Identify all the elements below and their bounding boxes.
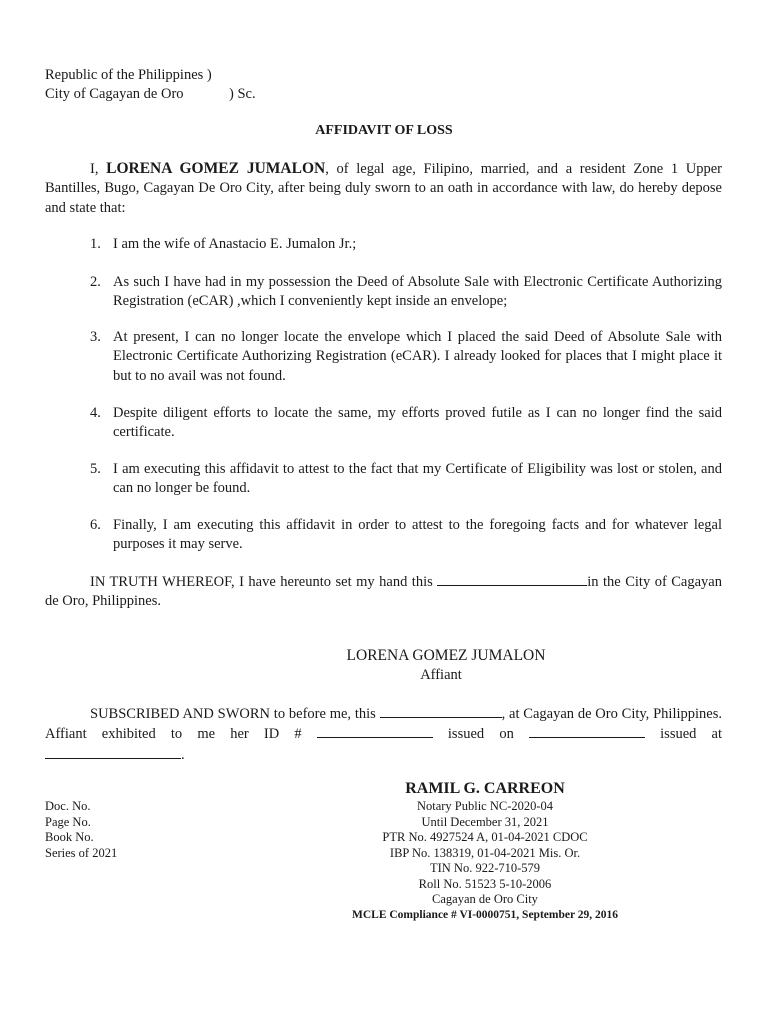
intro-paragraph [45,159,722,218]
page-no: Page No. [45,814,91,829]
sworn-part-4: issued at [644,726,723,743]
venue-sc: ) Sc. [229,86,256,102]
doc-no: Doc. No. [45,799,91,813]
venue-line-2 [45,85,184,104]
list-item [90,235,722,254]
list-item [90,273,722,312]
item-number: 1. [90,236,101,252]
book-no: Book No. [45,830,94,844]
list-item [90,516,722,555]
intro-affiant-name: LORENA GOMEZ JUMALON [106,160,326,177]
truth-paragraph [45,572,722,612]
issued-at-blank [45,745,181,759]
affiant-signature-name: LORENA GOMEZ JUMALON [346,647,546,664]
notary-name: RAMIL G. CARREON [405,780,565,797]
item-text: I am executing this affidavit to attest to the fact that my Certificate of Eligibility was lost or stolen, and can no longer be found. [113,461,722,497]
truth-before: IN TRUTH WHEREOF, I have hereunto set my hand this [90,574,438,590]
item-number: 4. [90,405,101,421]
date-blank [437,572,587,586]
notary-line: IBP No. 138319, 01-04-2021 Mis. Or. [389,845,581,860]
venue-line-1 [45,66,212,85]
sworn-part-2: , at Cagayan de Oro City, Philippines. Affiant exhibited to me her ID # [45,706,722,743]
notary-line: Until December 31, 2021 [421,814,549,829]
notary-line: PTR No. 4927524 A, 01-04-2021 CDOC [382,830,588,844]
document-title: AFFIDAVIT OF LOSS [315,123,453,138]
sworn-part-3: issued on [432,726,529,743]
notary-line: TIN No. 922-710-579 [429,861,541,875]
notary-line: Cagayan de Oro City [432,892,538,906]
issued-on-blank [529,724,645,738]
list-item [90,460,722,499]
item-text: I am the wife of Anastacio E. Jumalon Jr.; [113,236,357,252]
item-text: At present, I can no longer locate the envelope which I placed the said Deed of Absolute Sale with Electronic Certificate Authorizing Registration (eCAR). I already looked for places that I might place it but to no avail was not found. [113,329,722,384]
item-number: 2. [90,274,101,290]
item-number: 6. [90,517,101,533]
series: Series of 2021 [45,845,118,860]
notary-line: Roll No. 51523 5-10-2006 [418,876,552,891]
item-number: 5. [90,461,101,477]
notary-mcle: MCLE Compliance # VI-0000751, September 29, 2016 [352,908,618,921]
sworn-paragraph [45,704,722,765]
affiant-role: Affiant [420,667,462,683]
item-text: Despite diligent efforts to locate the same, my efforts proved futile as I can no longer find the said certificate. [113,405,722,441]
sworn-part-5: . [181,746,185,763]
intro-prefix: I, [90,161,107,177]
notary-line: Notary Public NC-2020-04 [416,799,554,813]
sworn-part-1: SUBSCRIBED AND SWORN to before me, this [90,706,380,722]
list-item [90,328,722,386]
sworn-date-blank [380,704,502,718]
item-text: As such I have had in my possession the Deed of Absolute Sale with Electronic Certificate Authorizing Registration (eCAR) ,which I conveniently kept inside an envelope; [113,274,722,310]
venue-republic: Republic of the Philippines ) [45,67,212,83]
id-number-blank [317,724,433,738]
intro-text: , of legal age, Filipino, married, and a resident Zone 1 Upper Bantilles, Bugo, Cagayan De Oro City, after being duly sworn to an oath in accordance with law, do hereby depose and state that: [45,161,722,216]
item-number: 3. [90,329,101,345]
truth-after: in the City of Cagayan de Oro, Philippines. [45,574,722,610]
list-item [90,404,722,443]
item-text: Finally, I am executing this affidavit in order to attest to the foregoing facts and for whatever legal purposes it may serve. [113,517,722,553]
venue-city: City of Cagayan de Oro [45,86,184,102]
